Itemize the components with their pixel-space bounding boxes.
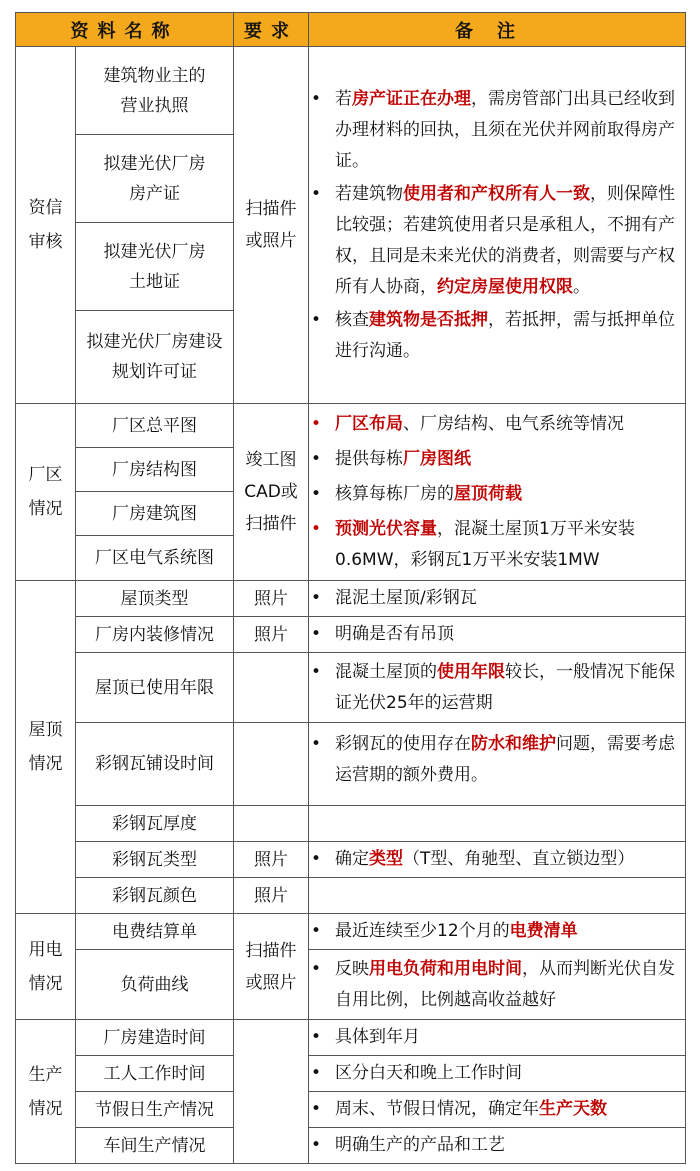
note-segment: 确定: [335, 849, 369, 869]
note-text: [335, 657, 685, 719]
notes-cell: [309, 878, 686, 914]
notes-cell: [309, 723, 686, 806]
notes-cell: [309, 47, 686, 404]
bullet-item: • 最近连续至少12个月的电费清单: [309, 916, 685, 947]
note-segment: 最近连续至少12个月的: [335, 921, 510, 941]
table-row: [16, 581, 686, 617]
note-segment: （T型、角驰型、直立锁边型）: [403, 849, 635, 869]
note-text: [335, 1022, 685, 1053]
notes-cell: [309, 950, 686, 1020]
item-cell: 负荷曲线: [76, 950, 234, 1020]
notes-cell: [309, 842, 686, 878]
header-row: [16, 13, 686, 47]
bullet-item: • 预测光伏容量，混凝土屋顶1万平米安装0.6MW，彩钢瓦1万平米安装1MW: [309, 514, 685, 576]
highlight-text: 用电负荷和用电时间: [369, 958, 522, 979]
note-segment: 问题，需要考虑运营期的额外费用。: [335, 734, 675, 785]
note-segment: 混泥土屋顶/彩钢瓦: [335, 588, 477, 608]
note-segment: ，若抵押，需与抵押单位进行沟通。: [335, 309, 675, 361]
note-segment: 彩钢瓦的使用存在: [335, 734, 471, 754]
requirement-cell: [234, 653, 309, 723]
note-segment: 区分白天和晚上工作时间: [335, 1063, 522, 1083]
note-text: [335, 409, 685, 440]
table-row: [16, 653, 686, 723]
notes-cell: [309, 1128, 686, 1164]
item-cell: 电费结算单: [76, 914, 234, 950]
bullet-item: • 具体到年月: [309, 1022, 685, 1053]
item-cell: 屋顶类型: [76, 581, 234, 617]
item-cell: 彩钢瓦类型: [76, 842, 234, 878]
category-credit-review: 资信审核: [16, 47, 76, 404]
note-segment: ，则保障性比较强；若建筑使用者只是承租人，不拥有产权，且同是未来光伏的消费者，则需要与产权所有人协商，: [335, 183, 675, 297]
highlight-text: 电费清单: [509, 921, 578, 941]
bullet-item: • 核算每栋厂房的屋顶荷载: [309, 479, 685, 510]
requirement-cell: 照片: [234, 878, 309, 914]
bullet-item: • 提供每栋厂房图纸: [309, 444, 685, 475]
item-cell: 屋顶已使用年限: [76, 653, 234, 723]
note-segment: 反映: [335, 958, 369, 979]
note-segment: 具体到年月: [335, 1027, 420, 1047]
note-text: [335, 1094, 685, 1125]
bullet-item: • 彩钢瓦的使用存在防水和维护问题，需要考虑运营期的额外费用。: [309, 729, 685, 791]
item-cell: 节假日生产情况: [76, 1092, 234, 1128]
note-text: [335, 179, 685, 303]
note-segment: 周末、节假日情况，确定年: [335, 1099, 539, 1119]
bullet-item: • 区分白天和晚上工作时间: [309, 1058, 685, 1089]
notes-cell: [309, 617, 686, 653]
notes-cell: [309, 1056, 686, 1092]
header-requirement: 要求: [234, 13, 309, 47]
bullet-item: • 确定类型（T型、角驰型、直立锁边型）: [309, 844, 685, 875]
note-segment: 。: [573, 276, 590, 297]
highlight-text: 预测光伏容量: [335, 518, 437, 539]
bullet-item: • 混泥土屋顶/彩钢瓦: [309, 583, 685, 614]
notes-cell: [309, 1020, 686, 1056]
note-segment: 若建筑物: [335, 183, 403, 204]
item-cell: 厂区总平图: [76, 404, 234, 448]
note-text: [335, 954, 685, 1016]
table-row: [16, 1020, 686, 1056]
item-cell: 拟建光伏厂房建设规划许可证: [76, 311, 234, 404]
note-text: [335, 479, 685, 510]
note-text: [335, 729, 685, 791]
bullet-item: • 混凝土屋顶的使用年限较长，一般情况下能保证光伏25年的运营期: [309, 657, 685, 719]
highlight-text: 厂区布局: [335, 413, 403, 434]
requirement-cell: 照片: [234, 581, 309, 617]
item-cell: 建筑物业主的营业执照: [76, 47, 234, 135]
table-row: [16, 1092, 686, 1128]
table-row: [16, 1128, 686, 1164]
category-roof: 屋顶情况: [16, 581, 76, 914]
note-text: [335, 514, 685, 576]
requirement-cell: 竣工图CAD或扫描件: [234, 404, 309, 581]
notes-cell: [309, 1092, 686, 1128]
requirement-cell: 照片: [234, 617, 309, 653]
note-segment: ，从而判断光伏自发自用比例，比例越高收益越好: [335, 958, 675, 1010]
table-row: [16, 806, 686, 842]
highlight-text: 厂房图纸: [403, 448, 471, 469]
note-segment: 较长，一般情况下能保证光伏25年的运营期: [335, 661, 675, 713]
note-segment: 核算每栋厂房的: [335, 483, 454, 504]
note-segment: 核查: [335, 309, 369, 330]
notes-cell: [309, 581, 686, 617]
note-text: [335, 583, 685, 614]
bullet-item: • 若房产证正在办理，需房管部门出具已经收到办理材料的回执，且须在光伏并网前取得房产证。: [309, 84, 685, 177]
item-cell: 厂房结构图: [76, 448, 234, 492]
note-segment: 若: [335, 88, 352, 109]
header-material-name: 资料名称: [16, 13, 234, 47]
notes-cell: [309, 806, 686, 842]
category-plant-area: 厂区情况: [16, 404, 76, 581]
requirement-cell: [234, 1020, 309, 1164]
category-production: 生产情况: [16, 1020, 76, 1164]
table-row: [16, 617, 686, 653]
note-text: [335, 444, 685, 475]
highlight-text: 房产证正在办理: [352, 88, 471, 109]
item-cell: 工人工作时间: [76, 1056, 234, 1092]
highlight-text: 使用年限: [437, 661, 505, 682]
note-segment: 明确是否有吊顶: [335, 624, 454, 644]
header-remarks: 备注: [309, 13, 686, 47]
item-cell: 厂区电气系统图: [76, 536, 234, 581]
note-text: [335, 84, 685, 177]
note-text: [335, 305, 685, 367]
notes-cell: [309, 914, 686, 950]
item-cell: 拟建光伏厂房土地证: [76, 223, 234, 311]
note-segment: 提供每栋: [335, 448, 403, 469]
requirement-cell: [234, 806, 309, 842]
item-cell: 彩钢瓦颜色: [76, 878, 234, 914]
bullet-item: • 核查建筑物是否抵押，若抵押，需与抵押单位进行沟通。: [309, 305, 685, 367]
table-row: [16, 914, 686, 950]
item-cell: 厂房内装修情况: [76, 617, 234, 653]
bullet-item: • 反映用电负荷和用电时间，从而判断光伏自发自用比例，比例越高收益越好: [309, 954, 685, 1016]
requirement-cell: [234, 723, 309, 806]
bullet-item: • 若建筑物使用者和产权所有人一致，则保障性比较强；若建筑使用者只是承租人，不拥有产权，且同是未来光伏的消费者，则需要与产权所有人协商，约定房屋使用权限。: [309, 179, 685, 303]
requirement-cell: 扫描件或照片: [234, 914, 309, 1020]
category-electricity: 用电情况: [16, 914, 76, 1020]
note-segment: 、厂房结构、电气系统等情况: [403, 413, 624, 434]
note-text: [335, 844, 685, 875]
note-segment: ，混凝土屋顶1万平米安装0.6MW，彩钢瓦1万平米安装1MW: [335, 518, 635, 570]
item-cell: 彩钢瓦铺设时间: [76, 723, 234, 806]
highlight-text: 类型: [369, 849, 403, 869]
item-cell: 厂房建造时间: [76, 1020, 234, 1056]
note-segment: ，需房管部门出具已经收到办理材料的回执，且须在光伏并网前取得房产证。: [335, 88, 675, 171]
highlight-text: 生产天数: [539, 1099, 607, 1119]
highlight-text: 防水和维护: [471, 734, 556, 754]
highlight-text: 建筑物是否抵押: [369, 309, 488, 330]
bullet-item: • 明确是否有吊顶: [309, 619, 685, 650]
requirements-table: [15, 12, 686, 1164]
highlight-text: 屋顶荷载: [454, 483, 522, 504]
note-text: [335, 1130, 685, 1161]
notes-cell: [309, 404, 686, 581]
item-cell: 拟建光伏厂房房产证: [76, 135, 234, 223]
note-segment: 明确生产的产品和工艺: [335, 1135, 505, 1155]
table-row: [16, 404, 686, 448]
bullet-item: • 周末、节假日情况，确定年生产天数: [309, 1094, 685, 1125]
item-cell: 车间生产情况: [76, 1128, 234, 1164]
bullet-item: • 厂区布局、厂房结构、电气系统等情况: [309, 409, 685, 440]
highlight-text: 约定房屋使用权限: [437, 276, 573, 297]
item-cell: 彩钢瓦厚度: [76, 806, 234, 842]
note-segment: 混凝土屋顶的: [335, 661, 437, 682]
requirement-cell: 扫描件或照片: [234, 47, 309, 404]
table-row: [16, 47, 686, 135]
bullet-item: • 明确生产的产品和工艺: [309, 1130, 685, 1161]
highlight-text: 使用者和产权所有人一致: [403, 183, 590, 204]
item-cell: 厂房建筑图: [76, 492, 234, 536]
note-text: [335, 1058, 685, 1089]
requirement-cell: 照片: [234, 842, 309, 878]
table-row: [16, 1056, 686, 1092]
table-row: [16, 950, 686, 1020]
table-row: [16, 878, 686, 914]
notes-cell: [309, 653, 686, 723]
table-row: [16, 723, 686, 806]
note-text: [335, 916, 685, 947]
table-row: [16, 842, 686, 878]
note-text: [335, 619, 685, 650]
